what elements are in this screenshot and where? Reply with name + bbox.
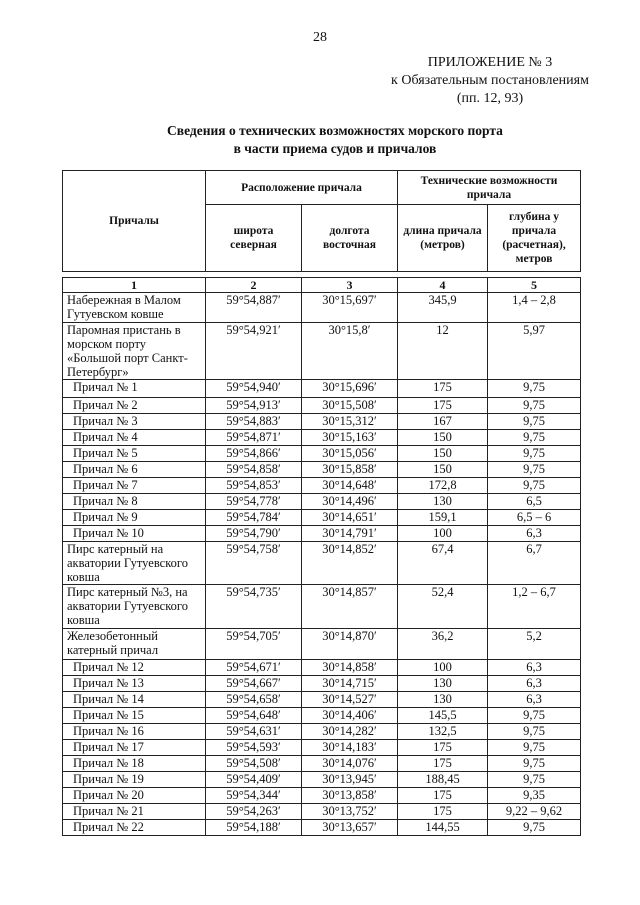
cell-length: 100 [398, 660, 488, 676]
table-row [63, 414, 581, 430]
cell-lat: 59°54,631′ [206, 724, 302, 740]
cell-lat: 59°54,758′ [206, 542, 302, 585]
cell-lat: 59°54,784′ [206, 510, 302, 526]
cell-depth: 6,5 [488, 494, 581, 510]
cell-lon: 30°14,076′ [302, 756, 398, 772]
cell-length: 150 [398, 430, 488, 446]
appendix-reference: к Обязательным постановлениям [391, 73, 589, 88]
cell-lon: 30°14,527′ [302, 692, 398, 708]
cell-name: Причал № 17 [63, 740, 206, 756]
table-row [63, 478, 581, 494]
cell-name: Причал № 20 [63, 788, 206, 804]
cell-lat: 59°54,871′ [206, 430, 302, 446]
cell-depth: 6,5 – 6 [488, 510, 581, 526]
cell-name: Причал № 12 [63, 660, 206, 676]
table-row [63, 756, 581, 772]
cell-lat: 59°54,790′ [206, 526, 302, 542]
cell-name: Причал № 15 [63, 708, 206, 724]
table-row [63, 585, 581, 629]
cell-lat: 59°54,887′ [206, 293, 302, 323]
cell-depth: 9,75 [488, 478, 581, 494]
cell-lat: 59°54,858′ [206, 462, 302, 478]
cell-lon: 30°14,406′ [302, 708, 398, 724]
document-title [0, 122, 640, 158]
cell-name: Причал № 4 [63, 430, 206, 446]
cell-name: Пирс катерный на акватории Гутуевского ковша [63, 542, 206, 585]
cell-lat: 59°54,883′ [206, 414, 302, 430]
cell-lon: 30°13,752′ [302, 804, 398, 820]
cell-lon: 30°14,857′ [302, 585, 398, 629]
cell-length: 130 [398, 692, 488, 708]
table-row [63, 494, 581, 510]
cell-length: 345,9 [398, 293, 488, 323]
cell-lat: 59°54,921′ [206, 323, 302, 380]
cell-lon: 30°14,870′ [302, 629, 398, 660]
cell-lon: 30°15,858′ [302, 462, 398, 478]
cell-depth: 9,75 [488, 772, 581, 788]
cell-lon: 30°14,282′ [302, 724, 398, 740]
cell-depth: 6,3 [488, 676, 581, 692]
cell-name: Причал № 10 [63, 526, 206, 542]
table-row [63, 462, 581, 478]
cell-depth: 9,75 [488, 756, 581, 772]
cell-length: 175 [398, 398, 488, 414]
table-row [63, 629, 581, 660]
table-row [63, 380, 581, 398]
cell-lon: 30°13,657′ [302, 820, 398, 836]
cell-depth: 6,3 [488, 526, 581, 542]
cell-lon: 30°13,858′ [302, 788, 398, 804]
cell-name: Причал № 19 [63, 772, 206, 788]
table-row [63, 772, 581, 788]
appendix-title: ПРИЛОЖЕНИЕ № 3 [427, 55, 553, 70]
cell-length: 188,45 [398, 772, 488, 788]
cell-depth: 1,4 – 2,8 [488, 293, 581, 323]
cell-name: Набережная в Малом Гутуевском ковше [63, 293, 206, 323]
cell-depth: 9,75 [488, 414, 581, 430]
cell-depth: 5,97 [488, 323, 581, 380]
cell-length: 130 [398, 494, 488, 510]
cell-name: Причал № 13 [63, 676, 206, 692]
cell-name: Причал № 18 [63, 756, 206, 772]
cell-lat: 59°54,853′ [206, 478, 302, 494]
cell-length: 144,55 [398, 820, 488, 836]
cell-lon: 30°15,508′ [302, 398, 398, 414]
table-row [63, 676, 581, 692]
table-row [63, 398, 581, 414]
cell-depth: 9,75 [488, 462, 581, 478]
cell-lat: 59°54,940′ [206, 380, 302, 398]
column-numbers-row [63, 278, 581, 293]
table-row [63, 660, 581, 676]
header-length: длина причала (метров) [398, 205, 488, 272]
cell-lon: 30°14,183′ [302, 740, 398, 756]
cell-lon: 30°15,8′ [302, 323, 398, 380]
cell-name: Причал № 5 [63, 446, 206, 462]
title-line-2: в части приема судов и причалов [233, 141, 437, 156]
cell-name: Причал № 21 [63, 804, 206, 820]
column-number: 2 [206, 278, 302, 293]
cell-lon: 30°14,648′ [302, 478, 398, 494]
cell-name: Причал № 14 [63, 692, 206, 708]
table-row [63, 323, 581, 380]
cell-depth: 5,2 [488, 629, 581, 660]
cell-lon: 30°14,852′ [302, 542, 398, 585]
cell-name: Причал № 7 [63, 478, 206, 494]
table-row [63, 446, 581, 462]
header-longitude: долгота восточная [302, 205, 398, 272]
cell-lat: 59°54,593′ [206, 740, 302, 756]
page-number: 28 [313, 30, 327, 45]
header-berths: Причалы [63, 171, 206, 272]
cell-lat: 59°54,188′ [206, 820, 302, 836]
cell-lon: 30°14,791′ [302, 526, 398, 542]
table-row [63, 820, 581, 836]
cell-lat: 59°54,778′ [206, 494, 302, 510]
appendix-paragraphs: (пп. 12, 93) [456, 91, 524, 106]
cell-lon: 30°15,312′ [302, 414, 398, 430]
cell-lat: 59°54,648′ [206, 708, 302, 724]
appendix-header [370, 54, 610, 108]
cell-depth: 9,35 [488, 788, 581, 804]
cell-lat: 59°54,735′ [206, 585, 302, 629]
column-number: 1 [63, 278, 206, 293]
cell-length: 145,5 [398, 708, 488, 724]
cell-depth: 6,3 [488, 660, 581, 676]
berths-table [62, 277, 581, 836]
cell-length: 12 [398, 323, 488, 380]
table-row [63, 542, 581, 585]
cell-lat: 59°54,658′ [206, 692, 302, 708]
cell-lat: 59°54,508′ [206, 756, 302, 772]
cell-name: Причал № 1 [63, 380, 206, 398]
cell-name: Причал № 8 [63, 494, 206, 510]
cell-length: 52,4 [398, 585, 488, 629]
cell-length: 130 [398, 676, 488, 692]
cell-length: 67,4 [398, 542, 488, 585]
cell-length: 150 [398, 462, 488, 478]
cell-length: 175 [398, 804, 488, 820]
cell-name: Причал № 6 [63, 462, 206, 478]
title-line-1: Сведения о технических возможностях морского порта [167, 123, 503, 138]
cell-length: 175 [398, 756, 488, 772]
cell-name: Причал № 2 [63, 398, 206, 414]
cell-lon: 30°15,696′ [302, 380, 398, 398]
cell-lon: 30°13,945′ [302, 772, 398, 788]
cell-name: Причал № 16 [63, 724, 206, 740]
header-depth: глубина у причала (расчетная), метров [488, 205, 581, 272]
cell-lat: 59°54,344′ [206, 788, 302, 804]
cell-length: 175 [398, 740, 488, 756]
column-number: 5 [488, 278, 581, 293]
cell-depth: 9,75 [488, 446, 581, 462]
cell-lon: 30°14,496′ [302, 494, 398, 510]
table-row [63, 692, 581, 708]
cell-length: 132,5 [398, 724, 488, 740]
cell-depth: 9,75 [488, 380, 581, 398]
cell-lon: 30°15,163′ [302, 430, 398, 446]
cell-lon: 30°14,651′ [302, 510, 398, 526]
cell-depth: 6,3 [488, 692, 581, 708]
cell-name: Паромная пристань в морском порту «Большой порт Санкт-Петербург» [63, 323, 206, 380]
table-row [63, 526, 581, 542]
table-row [63, 293, 581, 323]
cell-length: 172,8 [398, 478, 488, 494]
cell-lat: 59°54,667′ [206, 676, 302, 692]
header-location: Расположение причала [206, 171, 398, 205]
column-number: 4 [398, 278, 488, 293]
cell-length: 175 [398, 380, 488, 398]
cell-lat: 59°54,409′ [206, 772, 302, 788]
cell-length: 150 [398, 446, 488, 462]
cell-length: 36,2 [398, 629, 488, 660]
cell-lon: 30°15,697′ [302, 293, 398, 323]
header-latitude: широта северная [206, 205, 302, 272]
cell-name: Причал № 22 [63, 820, 206, 836]
cell-depth: 9,75 [488, 398, 581, 414]
cell-lat: 59°54,705′ [206, 629, 302, 660]
cell-name: Причал № 3 [63, 414, 206, 430]
cell-name: Железобетонный катерный причал [63, 629, 206, 660]
table-row [63, 788, 581, 804]
cell-depth: 1,2 – 6,7 [488, 585, 581, 629]
cell-depth: 9,75 [488, 740, 581, 756]
cell-lon: 30°14,858′ [302, 660, 398, 676]
table-header [62, 170, 581, 272]
cell-length: 175 [398, 788, 488, 804]
cell-depth: 9,75 [488, 820, 581, 836]
table-row [63, 740, 581, 756]
table-row [63, 724, 581, 740]
cell-lat: 59°54,671′ [206, 660, 302, 676]
table-row [63, 708, 581, 724]
cell-depth: 6,7 [488, 542, 581, 585]
table-row [63, 510, 581, 526]
cell-depth: 9,75 [488, 724, 581, 740]
cell-lon: 30°14,715′ [302, 676, 398, 692]
cell-lat: 59°54,913′ [206, 398, 302, 414]
table-row [63, 804, 581, 820]
cell-name: Причал № 9 [63, 510, 206, 526]
cell-length: 167 [398, 414, 488, 430]
column-number: 3 [302, 278, 398, 293]
cell-depth: 9,75 [488, 708, 581, 724]
cell-length: 159,1 [398, 510, 488, 526]
cell-depth: 9,75 [488, 430, 581, 446]
cell-lat: 59°54,866′ [206, 446, 302, 462]
cell-depth: 9,22 – 9,62 [488, 804, 581, 820]
cell-length: 100 [398, 526, 488, 542]
table-row [63, 430, 581, 446]
cell-lat: 59°54,263′ [206, 804, 302, 820]
cell-lon: 30°15,056′ [302, 446, 398, 462]
cell-name: Пирс катерный №3, на акватории Гутуевского ковша [63, 585, 206, 629]
header-capabilities: Технические возможности причала [398, 171, 581, 205]
